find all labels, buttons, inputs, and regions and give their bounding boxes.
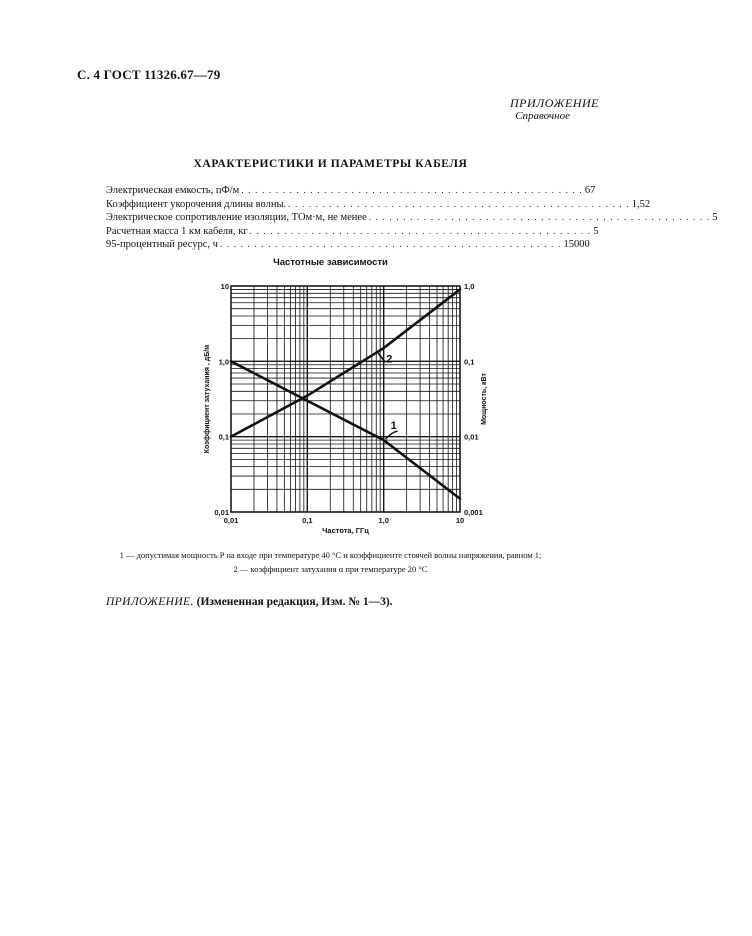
leader-dots: . . . . . . . . . . . . . . . . . . . . . . . . . . . . . . . . . . . . . . . . . . . . . . . . . . bbox=[219, 239, 562, 250]
series-2-label: 2 bbox=[386, 353, 393, 366]
param-label: Электрическая емкость, пФ/м bbox=[106, 185, 240, 196]
x-tick-label: 10 bbox=[455, 516, 465, 525]
x-tick-label: 1,0 bbox=[378, 516, 389, 525]
amendment-note-label: ПРИЛОЖЕНИЕ. bbox=[106, 596, 194, 608]
chart-series bbox=[231, 289, 460, 498]
x-tick-label: 0,1 bbox=[302, 516, 313, 525]
y-tick-label-left: 0,01 bbox=[214, 508, 229, 517]
amendment-note bbox=[106, 596, 393, 608]
series-1-leader bbox=[386, 431, 398, 439]
y-tick-label-left: 0,1 bbox=[218, 432, 229, 442]
param-label: Электрическое сопротивление изоляции, ТОм·м, не менее bbox=[106, 212, 367, 224]
leader-dots: . . . . . . . . . . . . . . . . . . . . . . . . . . . . . . . . . . . . . . . . . . . . . . . . . . bbox=[288, 198, 630, 209]
param-row bbox=[106, 184, 596, 198]
y-tick-label-right: 0,01 bbox=[464, 432, 479, 442]
section-title: ХАРАКТЕРИСТИКИ И ПАРАМЕТРЫ КАБЕЛЯ bbox=[193, 158, 468, 170]
appendix-subtitle: Справочное bbox=[515, 110, 570, 122]
y-tick-label-left: 1,0 bbox=[218, 357, 229, 367]
series-line-1 bbox=[231, 361, 460, 498]
param-label: Расчетная масса 1 км кабеля, кг bbox=[106, 225, 248, 237]
param-row bbox=[106, 211, 718, 225]
leader-dots: . . . . . . . . . . . . . . . . . . . . . . . . . . . . . . . . . . . . . . . . . . . . . . . . . . bbox=[368, 212, 711, 223]
param-label: 95-процентный ресурс, ч bbox=[106, 239, 218, 251]
y-tick-label-right: 1,0 bbox=[464, 282, 475, 291]
x-axis-label: Частота, ГГц bbox=[322, 526, 369, 535]
param-value: 67 bbox=[584, 185, 596, 196]
param-row bbox=[106, 238, 590, 252]
y-tick-label-right: 0,001 bbox=[464, 508, 483, 517]
y-axis-label-left: Коэффициент затухания , дБ/м bbox=[204, 344, 211, 454]
x-tick-label: 0,01 bbox=[223, 516, 239, 525]
chart-title: Частотные зависимости bbox=[273, 257, 388, 268]
param-value: 15000 bbox=[563, 239, 590, 251]
chart-grid bbox=[231, 286, 460, 512]
appendix-title: ПРИЛОЖЕНИЕ bbox=[510, 96, 599, 110]
figure-caption bbox=[0, 548, 661, 576]
y-tick-label-left: 10 bbox=[220, 282, 229, 291]
frequency-chart bbox=[195, 272, 505, 540]
param-value: 5 bbox=[593, 225, 599, 237]
caption-line-1: 1 — допустимая мощность P на входе при температуре 40 °С и коэффициенте стоячей волны напряжения, равном 1; bbox=[119, 550, 542, 560]
y-tick-label-right: 0,1 bbox=[464, 357, 475, 367]
param-value: 1,52 bbox=[631, 198, 651, 210]
series-line-2 bbox=[231, 289, 460, 436]
chart-ticks bbox=[214, 282, 482, 525]
leader-dots: . . . . . . . . . . . . . . . . . . . . . . . . . . . . . . . . . . . . . . . . . . . . . . . . . . bbox=[249, 225, 592, 236]
param-row bbox=[106, 198, 651, 212]
amendment-note-text: (Измененная редакция, Изм. № 1—3). bbox=[196, 596, 393, 608]
param-value: 5 bbox=[712, 212, 718, 224]
param-label: Коэффициент укорочения длины волны. bbox=[106, 198, 287, 210]
y-axis-label-right: Мощность, кВт bbox=[481, 373, 488, 425]
leader-dots: . . . . . . . . . . . . . . . . . . . . . . . . . . . . . . . . . . . . . . . . . . . . . . . . . . bbox=[241, 185, 583, 195]
series-1-label: 1 bbox=[390, 420, 397, 433]
plot-frame bbox=[231, 286, 460, 512]
caption-line-2: 2 — коэффициент затухания α при температуре 20 °С bbox=[233, 564, 428, 574]
page-header: С. 4 ГОСТ 11326.67—79 bbox=[77, 67, 221, 82]
parameters-list bbox=[106, 184, 718, 252]
param-row bbox=[106, 225, 599, 239]
